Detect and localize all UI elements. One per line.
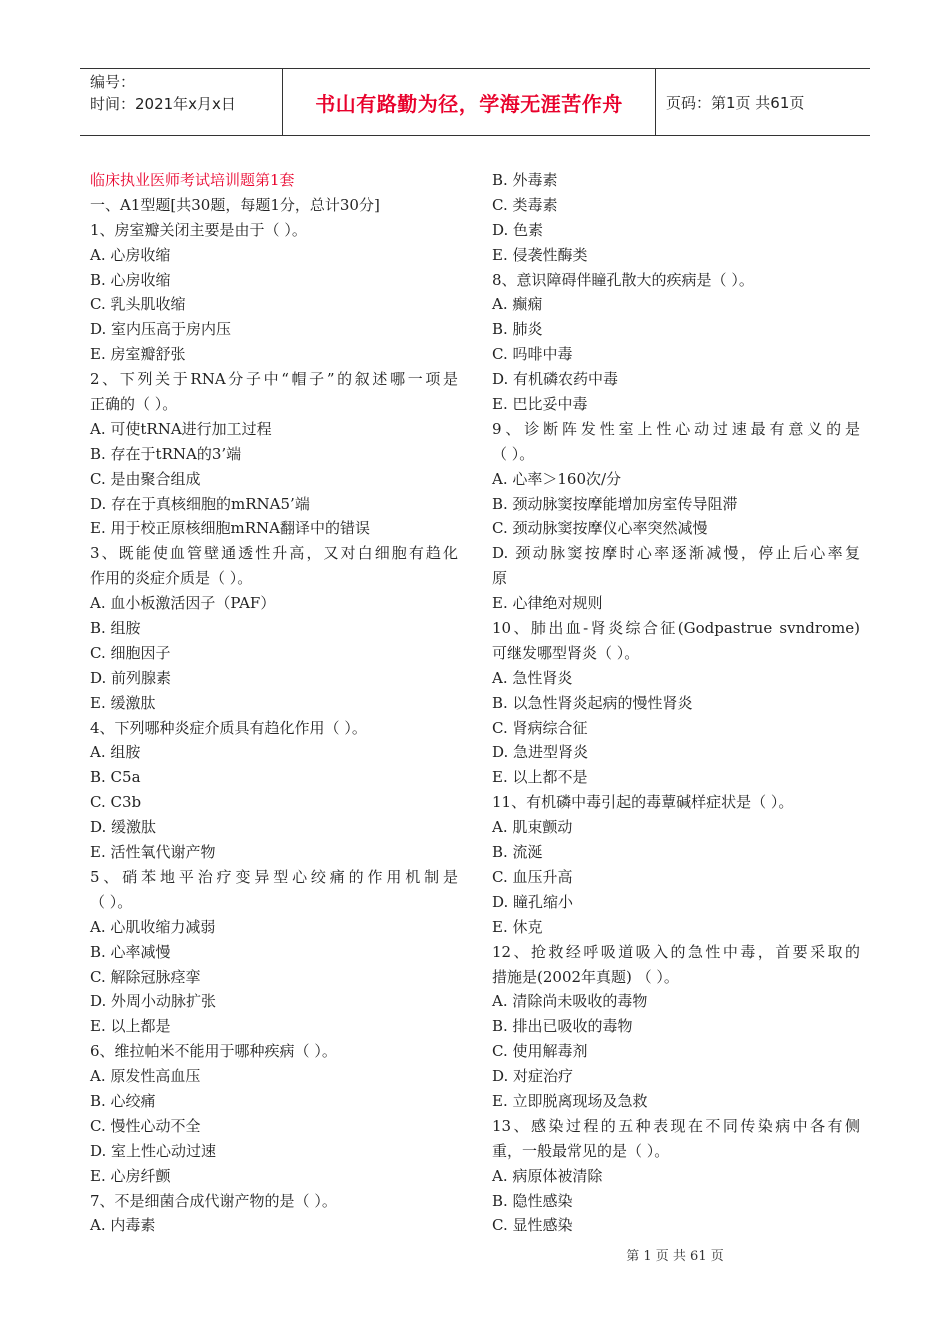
- text-line: （ ）。: [90, 892, 133, 911]
- text-line: 8、意识障碍伴瞳孔散大的疾病是（ ）。: [492, 270, 754, 289]
- text-line: 措施是(2002年真题) （ ）。: [492, 967, 679, 986]
- text-line: A. 急性肾炎: [492, 668, 573, 687]
- page-header: [80, 68, 870, 136]
- text-line: D. 颈动脉窦按摩时心率逐渐减慢，停止后心率复: [492, 544, 860, 563]
- text-line: 可继发哪型肾炎（ ）。: [492, 643, 640, 662]
- text-line: C. 乳头肌收缩: [90, 295, 186, 314]
- text-line: E. 用于校正原核细胞mRNA翻译中的错误: [90, 519, 370, 538]
- text-line: B. 外毒素: [492, 171, 558, 189]
- text-line: 原: [492, 569, 508, 588]
- text-line: 10、肺出血-肾炎综合征(Godpastrue svndrome): [492, 619, 860, 638]
- text-line: E. 以上都不是: [492, 768, 588, 787]
- text-line: 13、感染过程的五种表现在不同传染病中各有侧: [492, 1116, 860, 1135]
- text-line: 4、下列哪种炎症介质具有趋化作用（ ）。: [90, 718, 367, 737]
- left-column: [90, 168, 458, 1238]
- text-line: A. 肌束颤动: [492, 818, 573, 837]
- text-line: A. 内毒素: [90, 1216, 156, 1235]
- text-line: 6、维拉帕米不能用于哪种疾病（ ）。: [90, 1042, 337, 1061]
- text-line: B. 以急性肾炎起病的慢性肾炎: [492, 693, 693, 712]
- text-line: A. 心肌收缩力减弱: [90, 917, 216, 936]
- text-line: 9、诊断阵发性室上性心动过速最有意义的是: [492, 419, 860, 438]
- text-line: D. 前列腺素: [90, 668, 172, 687]
- text-line: 2、下列关于RNA分子中“帽子”的叙述哪一项是: [90, 370, 458, 389]
- text-line: D. 瞳孔缩小: [492, 892, 574, 911]
- text-line: 正确的（ ）。: [90, 395, 178, 414]
- text-line: 一、A1型题[共30题，每题1分，总计30分]: [90, 195, 380, 214]
- text-line: A. 血小板激活因子（PAF）: [90, 594, 276, 613]
- text-line: B. C5a: [90, 768, 141, 787]
- text-line: D. 室上性心动过速: [90, 1141, 217, 1160]
- text-line: D. 急进型肾炎: [492, 743, 589, 762]
- header-meta: [80, 69, 283, 135]
- text-line: E. 心律绝对规则: [492, 594, 603, 613]
- text-line: D. 有机磷农药中毒: [492, 370, 619, 389]
- text-line: E. 休克: [492, 917, 543, 936]
- text-line: 5、硝苯地平治疗变异型心绞痛的作用机制是: [90, 867, 458, 886]
- text-line: D. 存在于真核细胞的mRNA5’端: [90, 494, 310, 513]
- text-line: D. 缓激肽: [90, 818, 157, 837]
- header-page-number: 页码：第1页 共61页: [666, 93, 805, 112]
- text-line: E. 立即脱离现场及急救: [492, 1091, 648, 1110]
- text-line: E. 巴比妥中毒: [492, 395, 588, 414]
- text-line: A. 病原体被清除: [492, 1166, 603, 1185]
- text-line: A. 可使tRNA进行加工过程: [90, 419, 272, 438]
- header-motto: 书山有路勤为径，学海无涯苦作舟: [283, 69, 656, 135]
- text-line: A. 原发性高血压: [90, 1067, 201, 1086]
- text-line: E. 房室瓣舒张: [90, 345, 186, 364]
- text-line: A. 清除尚未吸收的毒物: [492, 992, 648, 1011]
- text-line: E. 侵袭性酶类: [492, 245, 588, 264]
- text-line: D. 室内压高于房内压: [90, 320, 232, 339]
- text-line: B. 排出已吸收的毒物: [492, 1017, 633, 1036]
- text-line: C. 类毒素: [492, 195, 558, 214]
- document-title: 临床执业医师考试培训题第1套: [90, 171, 295, 189]
- text-line: C. C3b: [90, 793, 142, 812]
- text-line: B. 流涎: [492, 843, 543, 862]
- text-line: 作用的炎症介质是（ ）。: [90, 569, 253, 588]
- text-line: 12、抢救经呼吸道吸入的急性中毒，首要采取的: [492, 942, 860, 961]
- text-line: 11、有机磷中毒引起的毒蕈碱样症状是（ ）。: [492, 793, 794, 812]
- text-line: A. 心率＞160次/分: [492, 469, 622, 488]
- text-line: B. 组胺: [90, 619, 141, 638]
- text-line: D. 色素: [492, 220, 544, 239]
- text-line: B. 肺炎: [492, 320, 543, 339]
- document-date: 时间：2021年x月x日: [90, 95, 236, 113]
- text-line: C. 是由聚合组成: [90, 469, 201, 488]
- text-line: C. 使用解毒剂: [492, 1042, 588, 1061]
- text-line: B. 心房收缩: [90, 270, 171, 289]
- text-line: 3、既能使血管壁通透性升高，又对白细胞有趋化: [90, 544, 458, 563]
- text-line: C. 吗啡中毒: [492, 345, 573, 364]
- text-line: C. 颈动脉窦按摩仪心率突然减慢: [492, 519, 708, 538]
- footer-page-text: 第 1 页 共 61 页: [626, 1249, 724, 1264]
- text-line: B. 存在于tRNA的3’端: [90, 444, 242, 463]
- text-line: C. 慢性心动不全: [90, 1116, 201, 1135]
- text-line: C. 血压升高: [492, 867, 573, 886]
- text-line: C. 显性感染: [492, 1216, 573, 1235]
- text-line: E. 以上都是: [90, 1017, 171, 1036]
- text-line: 重，一般最常见的是（ ）。: [492, 1141, 670, 1160]
- text-line: B. 隐性感染: [492, 1191, 573, 1210]
- text-line: B. 心率减慢: [90, 942, 171, 961]
- text-line: A. 癫痫: [492, 295, 543, 314]
- text-line: B. 颈动脉窦按摩能增加房室传导阻滞: [492, 494, 738, 513]
- page-footer: [0, 1245, 950, 1264]
- text-line: 1、房室瓣关闭主要是由于（ ）。: [90, 220, 307, 239]
- text-line: C. 肾病综合征: [492, 718, 588, 737]
- text-line: 7、不是细菌合成代谢产物的是（ ）。: [90, 1191, 337, 1210]
- text-line: A. 心房收缩: [90, 245, 171, 264]
- text-line: B. 心绞痛: [90, 1091, 156, 1110]
- text-line: C. 解除冠脉痉挛: [90, 967, 201, 986]
- text-line: E. 活性氧代谢产物: [90, 843, 216, 862]
- document-number: 编号：: [90, 73, 136, 91]
- right-column: [492, 168, 860, 1238]
- text-line: （ ）。: [492, 444, 535, 463]
- text-line: E. 缓激肽: [90, 693, 156, 712]
- text-line: D. 对症治疗: [492, 1067, 574, 1086]
- text-line: C. 细胞因子: [90, 643, 171, 662]
- text-line: A. 组胺: [90, 743, 141, 762]
- text-line: D. 外周小动脉扩张: [90, 992, 217, 1011]
- text-line: E. 心房纤颤: [90, 1166, 171, 1185]
